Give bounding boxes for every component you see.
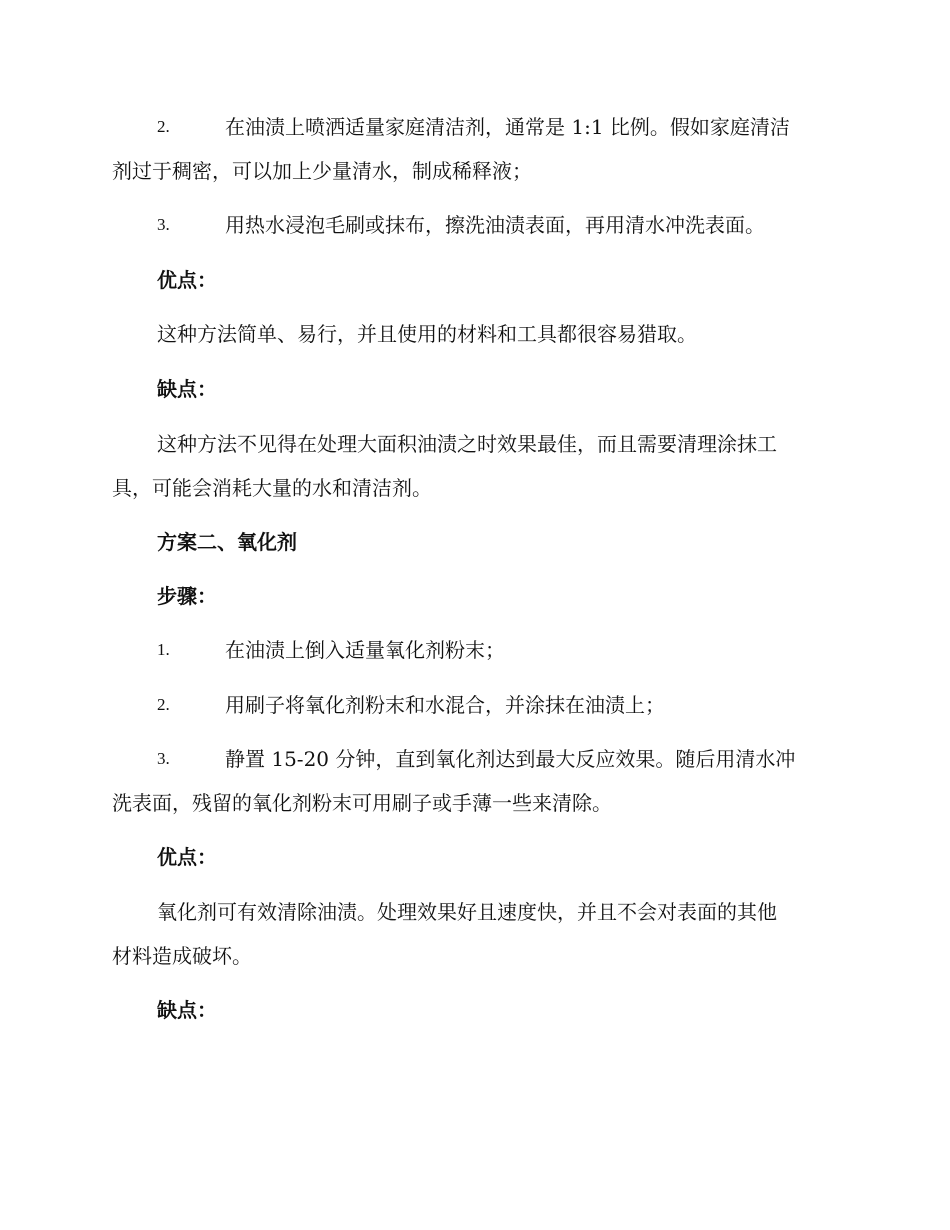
list-number: 2.	[157, 117, 170, 136]
list-number: 3.	[157, 749, 170, 768]
list-item-text: 在油渍上喷洒适量家庭清洁剂，通常是 1:1 比例。假如家庭清洁	[225, 115, 790, 139]
list-item-text-continued: 剂过于稠密，可以加上少量清水，制成稀释液；	[112, 159, 532, 183]
paragraph: 这种方法不见得在处理大面积油渍之时效果最佳，而且需要清理涂抹工	[157, 432, 777, 456]
section-heading-pros: 优点：	[157, 268, 217, 292]
paragraph-continued: 具，可能会消耗大量的水和清洁剂。	[112, 476, 432, 500]
paragraph: 氧化剂可有效清除油渍。处理效果好且速度快，并且不会对表面的其他	[157, 900, 777, 924]
paragraph: 这种方法简单、易行，并且使用的材料和工具都很容易猎取。	[157, 322, 697, 346]
paragraph-continued: 材料造成破坏。	[112, 944, 252, 968]
list-number: 2.	[157, 695, 170, 714]
list-item-text: 静置 15-20 分钟，直到氧化剂达到最大反应效果。随后用清水冲	[225, 747, 796, 771]
section-heading-cons: 缺点：	[157, 377, 217, 401]
section-heading-pros: 优点：	[157, 845, 217, 869]
list-number: 1.	[157, 640, 170, 659]
list-item-text: 用刷子将氧化剂粉末和水混合，并涂抹在油渍上；	[225, 693, 665, 717]
plan-heading: 方案二、氧化剂	[157, 530, 297, 554]
list-item-text-continued: 洗表面，残留的氧化剂粉末可用刷子或手薄一些来清除。	[112, 791, 612, 815]
list-item-text: 用热水浸泡毛刷或抹布，擦洗油渍表面，再用清水冲洗表面。	[225, 213, 765, 237]
section-heading-steps: 步骤：	[157, 584, 217, 608]
list-item-text: 在油渍上倒入适量氧化剂粉末；	[225, 638, 505, 662]
section-heading-cons: 缺点：	[157, 998, 217, 1022]
list-number: 3.	[157, 215, 170, 234]
